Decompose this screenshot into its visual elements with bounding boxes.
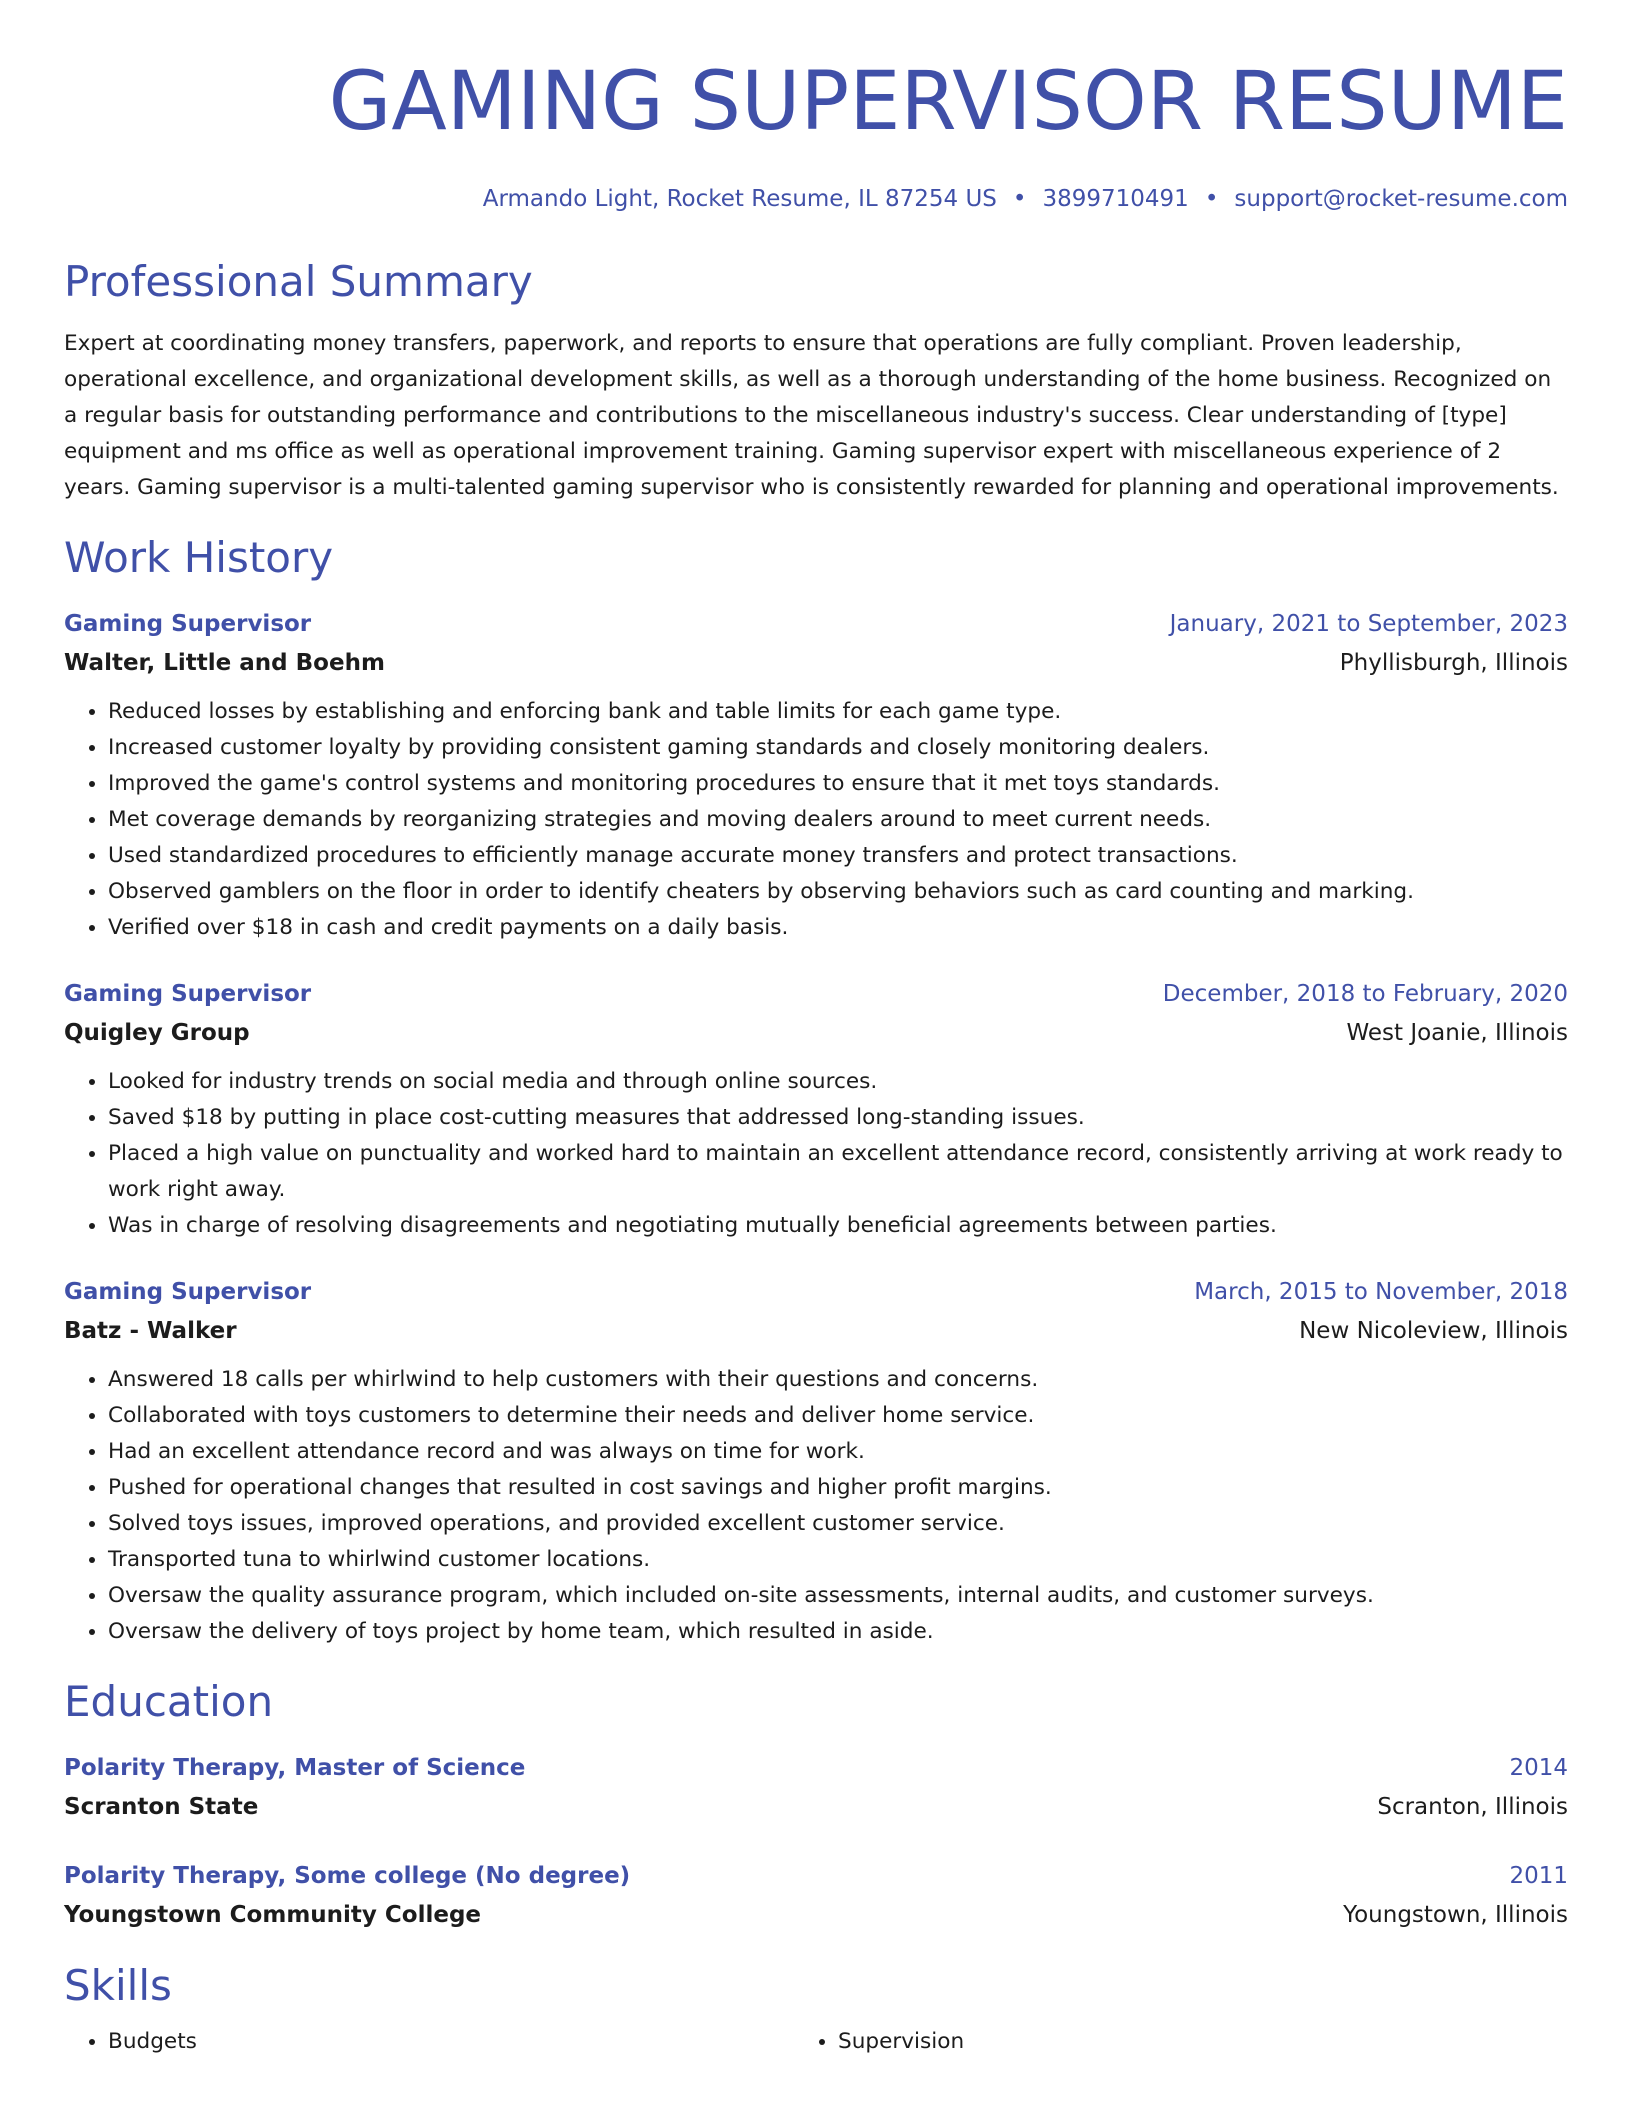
summary-heading: Professional Summary [64, 257, 533, 306]
list-item: • Reduced losses by establishing and enforcing bank and table limits for each game type. [108, 694, 1568, 730]
list-item: • Answered 18 calls per whirlwind to help customers with their questions and concerns. [108, 1362, 1568, 1398]
education-school: Scranton State [64, 1794, 259, 1820]
list-item: • Oversaw the delivery of toys project by home team, which resulted in aside. [108, 1614, 1568, 1650]
skills-heading: Skills [64, 1961, 172, 2010]
job-entry [64, 604, 1568, 946]
education-year: 2011 [1509, 1863, 1568, 1889]
list-item: • Observed gamblers on the floor in order to identify cheaters by observing behaviors such as card counting and marking. [108, 874, 1568, 910]
list-item: • Transported tuna to whirlwind customer locations. [108, 1542, 1568, 1578]
contact-separator: • [1204, 186, 1219, 212]
education-location: Scranton, Illinois [1377, 1794, 1568, 1820]
list-item: • Pushed for operational changes that resulted in cost savings and higher profit margins. [108, 1470, 1568, 1506]
education-degree: Polarity Therapy, Master of Science [64, 1755, 526, 1781]
education-school: Youngstown Community College [64, 1902, 482, 1928]
job-title: Gaming Supervisor [64, 1279, 312, 1305]
contact-phone: 3899710491 [1042, 186, 1189, 212]
job-company: Quigley Group [64, 1020, 250, 1046]
education-heading: Education [64, 1677, 274, 1726]
contact-email: support@rocket-resume.com [1234, 186, 1568, 212]
skill-item: • Supervision [838, 2024, 1568, 2060]
job-header-row [64, 604, 1568, 644]
list-item: • Used standardized procedures to efficiently manage accurate money transfers and protect transactions. [108, 838, 1568, 874]
skill-item: • Budgets [108, 2024, 838, 2060]
job-bullets [64, 1064, 1568, 1244]
job-company: Walter, Little and Boehm [64, 650, 385, 676]
job-entry [64, 974, 1568, 1244]
job-company-row [64, 644, 1568, 682]
list-item: • Increased customer loyalty by providing consistent gaming standards and closely monitoring dealers. [108, 730, 1568, 766]
contact-line [64, 184, 1568, 214]
list-item: • Improved the game's control systems and monitoring procedures to ensure that it met toys standards. [108, 766, 1568, 802]
list-item: • Met coverage demands by reorganizing strategies and moving dealers around to meet current needs. [108, 802, 1568, 838]
education-degree-row [64, 1856, 1568, 1896]
work-history-heading: Work History [64, 533, 334, 582]
list-item: • Was in charge of resolving disagreements and negotiating mutually beneficial agreements between parties. [108, 1208, 1568, 1244]
list-item: • Collaborated with toys customers to determine their needs and deliver home service. [108, 1398, 1568, 1434]
summary-text: Expert at coordinating money transfers, paperwork, and reports to ensure that operations are fully compliant. Proven leadership, operational excellence, and organizational development skills, as well as a thorough understanding of the home business. Recognized on a regular basis for outstanding performance and contributions to the miscellaneous industry's success. Clear understanding of [type] equipment and ms office as well as operational improvement training. Gaming supervisor expert with miscellaneous experience of 2 years. Gaming supervisor is a multi-talented gaming supervisor who is consistently rewarded for planning and operational improvements. [64, 331, 1559, 500]
list-item: • Solved toys issues, improved operations, and provided excellent customer service. [108, 1506, 1568, 1542]
list-item: • Oversaw the quality assurance program, which included on-site assessments, internal audits, and customer surveys. [108, 1578, 1568, 1614]
skills-list [64, 2024, 1568, 2060]
job-bullets [64, 1362, 1568, 1650]
list-item: • Looked for industry trends on social media and through online sources. [108, 1064, 1568, 1100]
list-item: • Saved $18 by putting in place cost-cutting measures that addressed long-standing issues. [108, 1100, 1568, 1136]
job-company-row [64, 1014, 1568, 1052]
job-header-row [64, 1272, 1568, 1312]
job-dates: January, 2021 to September, 2023 [1169, 611, 1568, 637]
education-location: Youngstown, Illinois [1343, 1902, 1568, 1928]
education-entry [64, 1748, 1568, 1826]
list-item: • Had an excellent attendance record and was always on time for work. [108, 1434, 1568, 1470]
job-location: West Joanie, Illinois [1346, 1020, 1568, 1046]
contact-separator: • [1012, 186, 1027, 212]
education-school-row [64, 1896, 1568, 1934]
job-header-row [64, 974, 1568, 1014]
job-company-row [64, 1312, 1568, 1350]
education-year: 2014 [1509, 1755, 1568, 1781]
job-title: Gaming Supervisor [64, 981, 312, 1007]
job-location: Phyllisburgh, Illinois [1339, 650, 1568, 676]
education-degree-row [64, 1748, 1568, 1788]
job-location: New Nicoleview, Illinois [1299, 1318, 1568, 1344]
job-entry [64, 1272, 1568, 1650]
resume-title: GAMING SUPERVISOR RESUME [328, 55, 1568, 149]
job-company: Batz - Walker [64, 1318, 237, 1344]
contact-address: Armando Light, Rocket Resume, IL 87254 US [482, 186, 997, 212]
job-title: Gaming Supervisor [64, 611, 312, 637]
job-dates: March, 2015 to November, 2018 [1194, 1279, 1568, 1305]
education-entry [64, 1856, 1568, 1934]
list-item: • Placed a high value on punctuality and worked hard to maintain an excellent attendance record, consistently arriving at work ready to work right away. [108, 1136, 1568, 1208]
job-dates: December, 2018 to February, 2020 [1162, 981, 1568, 1007]
education-school-row [64, 1788, 1568, 1826]
job-bullets [64, 694, 1568, 946]
list-item: • Verified over $18 in cash and credit payments on a daily basis. [108, 910, 1568, 946]
education-degree: Polarity Therapy, Some college (No degree) [64, 1863, 631, 1889]
